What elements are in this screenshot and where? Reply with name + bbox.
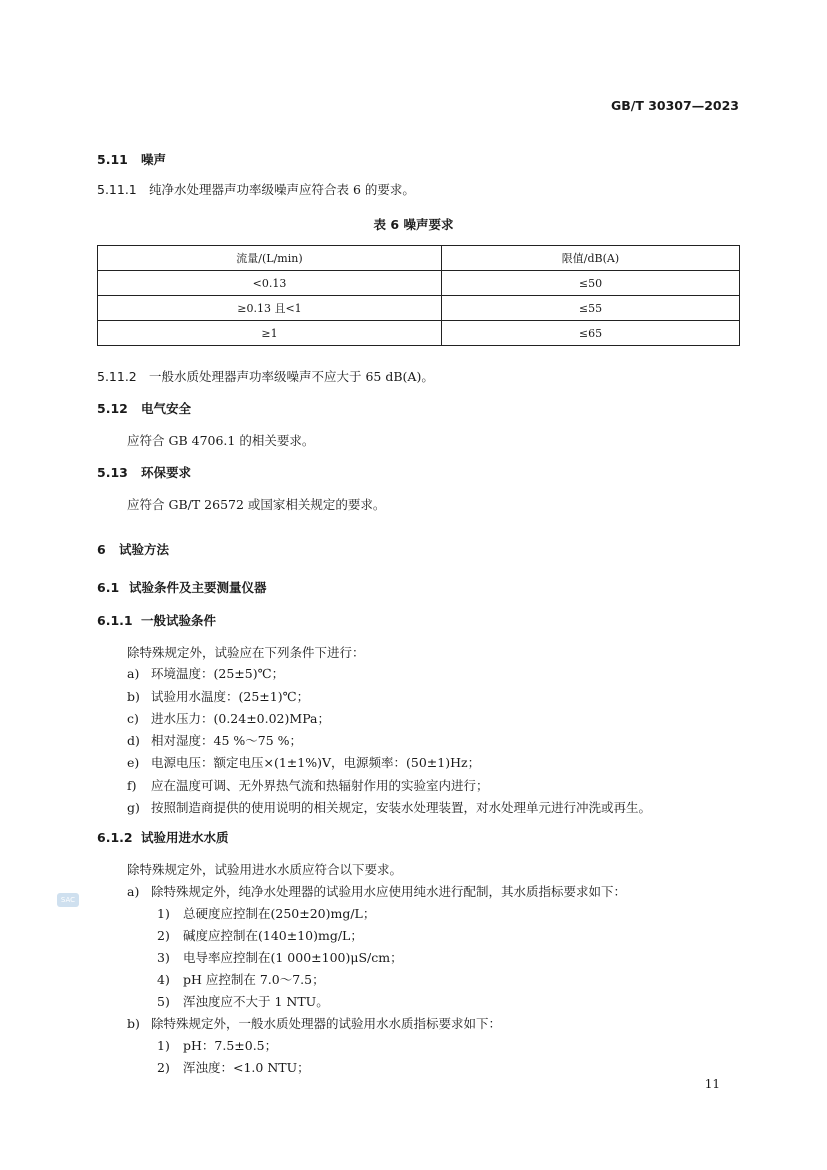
list-marker: e)	[127, 755, 140, 770]
list-marker: 1)	[157, 1038, 170, 1053]
table-row	[98, 296, 740, 321]
section-title: 一般试验条件	[141, 613, 217, 628]
sub-list-item	[157, 992, 329, 1010]
list-text: 浑浊度：<1.0 NTU；	[183, 1060, 310, 1075]
sub-list-item	[157, 948, 403, 966]
section-number: 6.1	[97, 580, 120, 595]
standard-number: GB/T 30307—2023	[610, 98, 739, 113]
list-item	[127, 664, 284, 682]
list-text: 电导率应控制在(1 000±100)μS/cm；	[183, 950, 403, 965]
table-header-row	[98, 246, 740, 271]
list-text: pH：7.5±0.5；	[183, 1038, 278, 1053]
section-5-13-heading	[97, 463, 191, 481]
noise-requirements-table	[97, 245, 740, 346]
section-5-13-text: 应符合 GB/T 26572 或国家相关规定的要求。	[127, 497, 386, 512]
list-text: 应在温度可调、无外界热气流和热辐射作用的实验室内进行；	[151, 778, 489, 793]
table-cell: ≥0.13 且<1	[98, 296, 442, 321]
section-number: 5.12	[97, 401, 128, 416]
list-text: 碱度应控制在(140±10)mg/L；	[183, 928, 363, 943]
list-marker: b)	[127, 1016, 140, 1031]
list-marker: c)	[127, 711, 139, 726]
section-number: 5.13	[97, 465, 128, 480]
list-item	[127, 709, 330, 727]
list-marker: 3)	[157, 950, 170, 965]
table-6-caption: 表 6 噪声要求	[373, 217, 454, 232]
table-cell: ≤55	[441, 296, 739, 321]
section-number: 6.1.1	[97, 613, 133, 628]
table-cell: ≤65	[441, 321, 739, 346]
section-6-1-2-intro: 除特殊规定外，试验用进水水质应符合以下要求。	[127, 862, 403, 877]
list-marker: d)	[127, 733, 140, 748]
section-5-11-heading	[97, 150, 166, 168]
list-text: 相对湿度：45 %～75 %；	[151, 733, 303, 748]
list-marker: 2)	[157, 928, 170, 943]
list-text: 电源电压：额定电压×(1±1%)V，电源频率：(50±1)Hz；	[151, 755, 481, 770]
list-item	[127, 798, 651, 816]
sub-list-item	[157, 904, 375, 922]
section-5-12-heading	[97, 399, 191, 417]
clause-text: 纯净水处理器声功率级噪声应符合表 6 的要求。	[149, 182, 415, 197]
table-cell: ≥1	[98, 321, 442, 346]
section-title: 试验用进水水质	[141, 830, 229, 845]
section-title: 试验条件及主要测量仪器	[129, 580, 267, 595]
table-cell: <0.13	[98, 271, 442, 296]
list-marker: f)	[127, 778, 137, 793]
list-marker: 4)	[157, 972, 170, 987]
list-marker: 2)	[157, 1060, 170, 1075]
section-6-1-1-intro: 除特殊规定外，试验应在下列条件下进行：	[127, 645, 365, 660]
list-text: pH 应控制在 7.0～7.5；	[183, 972, 325, 987]
list-marker: a)	[127, 666, 140, 681]
table-header-cell: 限值/dB(A)	[441, 246, 739, 271]
sub-list-item	[157, 1058, 310, 1076]
list-text: 浑浊度应不大于 1 NTU。	[183, 994, 329, 1009]
list-marker: g)	[127, 800, 140, 815]
list-text: 除特殊规定外，纯净水处理器的试验用水应使用纯水进行配制，其水质指标要求如下：	[151, 884, 627, 899]
section-6-1-2-heading	[97, 828, 229, 846]
list-text: 试验用水温度：(25±1)℃；	[151, 689, 310, 704]
section-6-1-heading	[97, 578, 267, 596]
section-number: 6	[97, 542, 106, 557]
page-number: 11	[704, 1077, 720, 1091]
section-5-12-text: 应符合 GB 4706.1 的相关要求。	[127, 433, 315, 448]
list-text: 环境温度：(25±5)℃；	[151, 666, 285, 681]
list-marker: b)	[127, 689, 140, 704]
clause-5-11-1	[97, 180, 415, 198]
list-marker: 5)	[157, 994, 170, 1009]
clause-text: 一般水质处理器声功率级噪声不应大于 65 dB(A)。	[149, 369, 434, 384]
section-number: 5.11	[97, 152, 128, 167]
table-row	[98, 321, 740, 346]
section-6-1-1-heading	[97, 611, 216, 629]
section-title: 噪声	[141, 152, 167, 167]
list-text: 总硬度应控制在(250±20)mg/L；	[183, 906, 376, 921]
list-text: 进水压力：(0.24±0.02)MPa；	[151, 711, 330, 726]
sub-list-item	[157, 926, 363, 944]
clause-number: 5.11.1	[97, 182, 137, 197]
list-item	[127, 776, 489, 794]
section-title: 电气安全	[141, 401, 192, 416]
list-item	[127, 882, 626, 900]
section-number: 6.1.2	[97, 830, 133, 845]
sub-list-item	[157, 1036, 277, 1054]
table-header-cell: 流量/(L/min)	[98, 246, 442, 271]
list-item	[127, 753, 480, 771]
list-text: 按照制造商提供的使用说明的相关规定，安装水处理装置，对水处理单元进行冲洗或再生。	[151, 800, 652, 815]
list-item	[127, 731, 302, 749]
table-row	[98, 271, 740, 296]
section-title: 环保要求	[141, 465, 192, 480]
section-title: 试验方法	[119, 542, 170, 557]
sub-list-item	[157, 970, 325, 988]
chapter-6-heading	[97, 540, 169, 558]
list-item	[127, 1014, 501, 1032]
clause-number: 5.11.2	[97, 369, 137, 384]
sac-watermark-logo: SAC	[57, 893, 79, 907]
clause-5-11-2	[97, 367, 434, 385]
list-marker: 1)	[157, 906, 170, 921]
list-text: 除特殊规定外，一般水质处理器的试验用水水质指标要求如下：	[151, 1016, 502, 1031]
list-item	[127, 687, 309, 705]
list-marker: a)	[127, 884, 140, 899]
table-cell: ≤50	[441, 271, 739, 296]
